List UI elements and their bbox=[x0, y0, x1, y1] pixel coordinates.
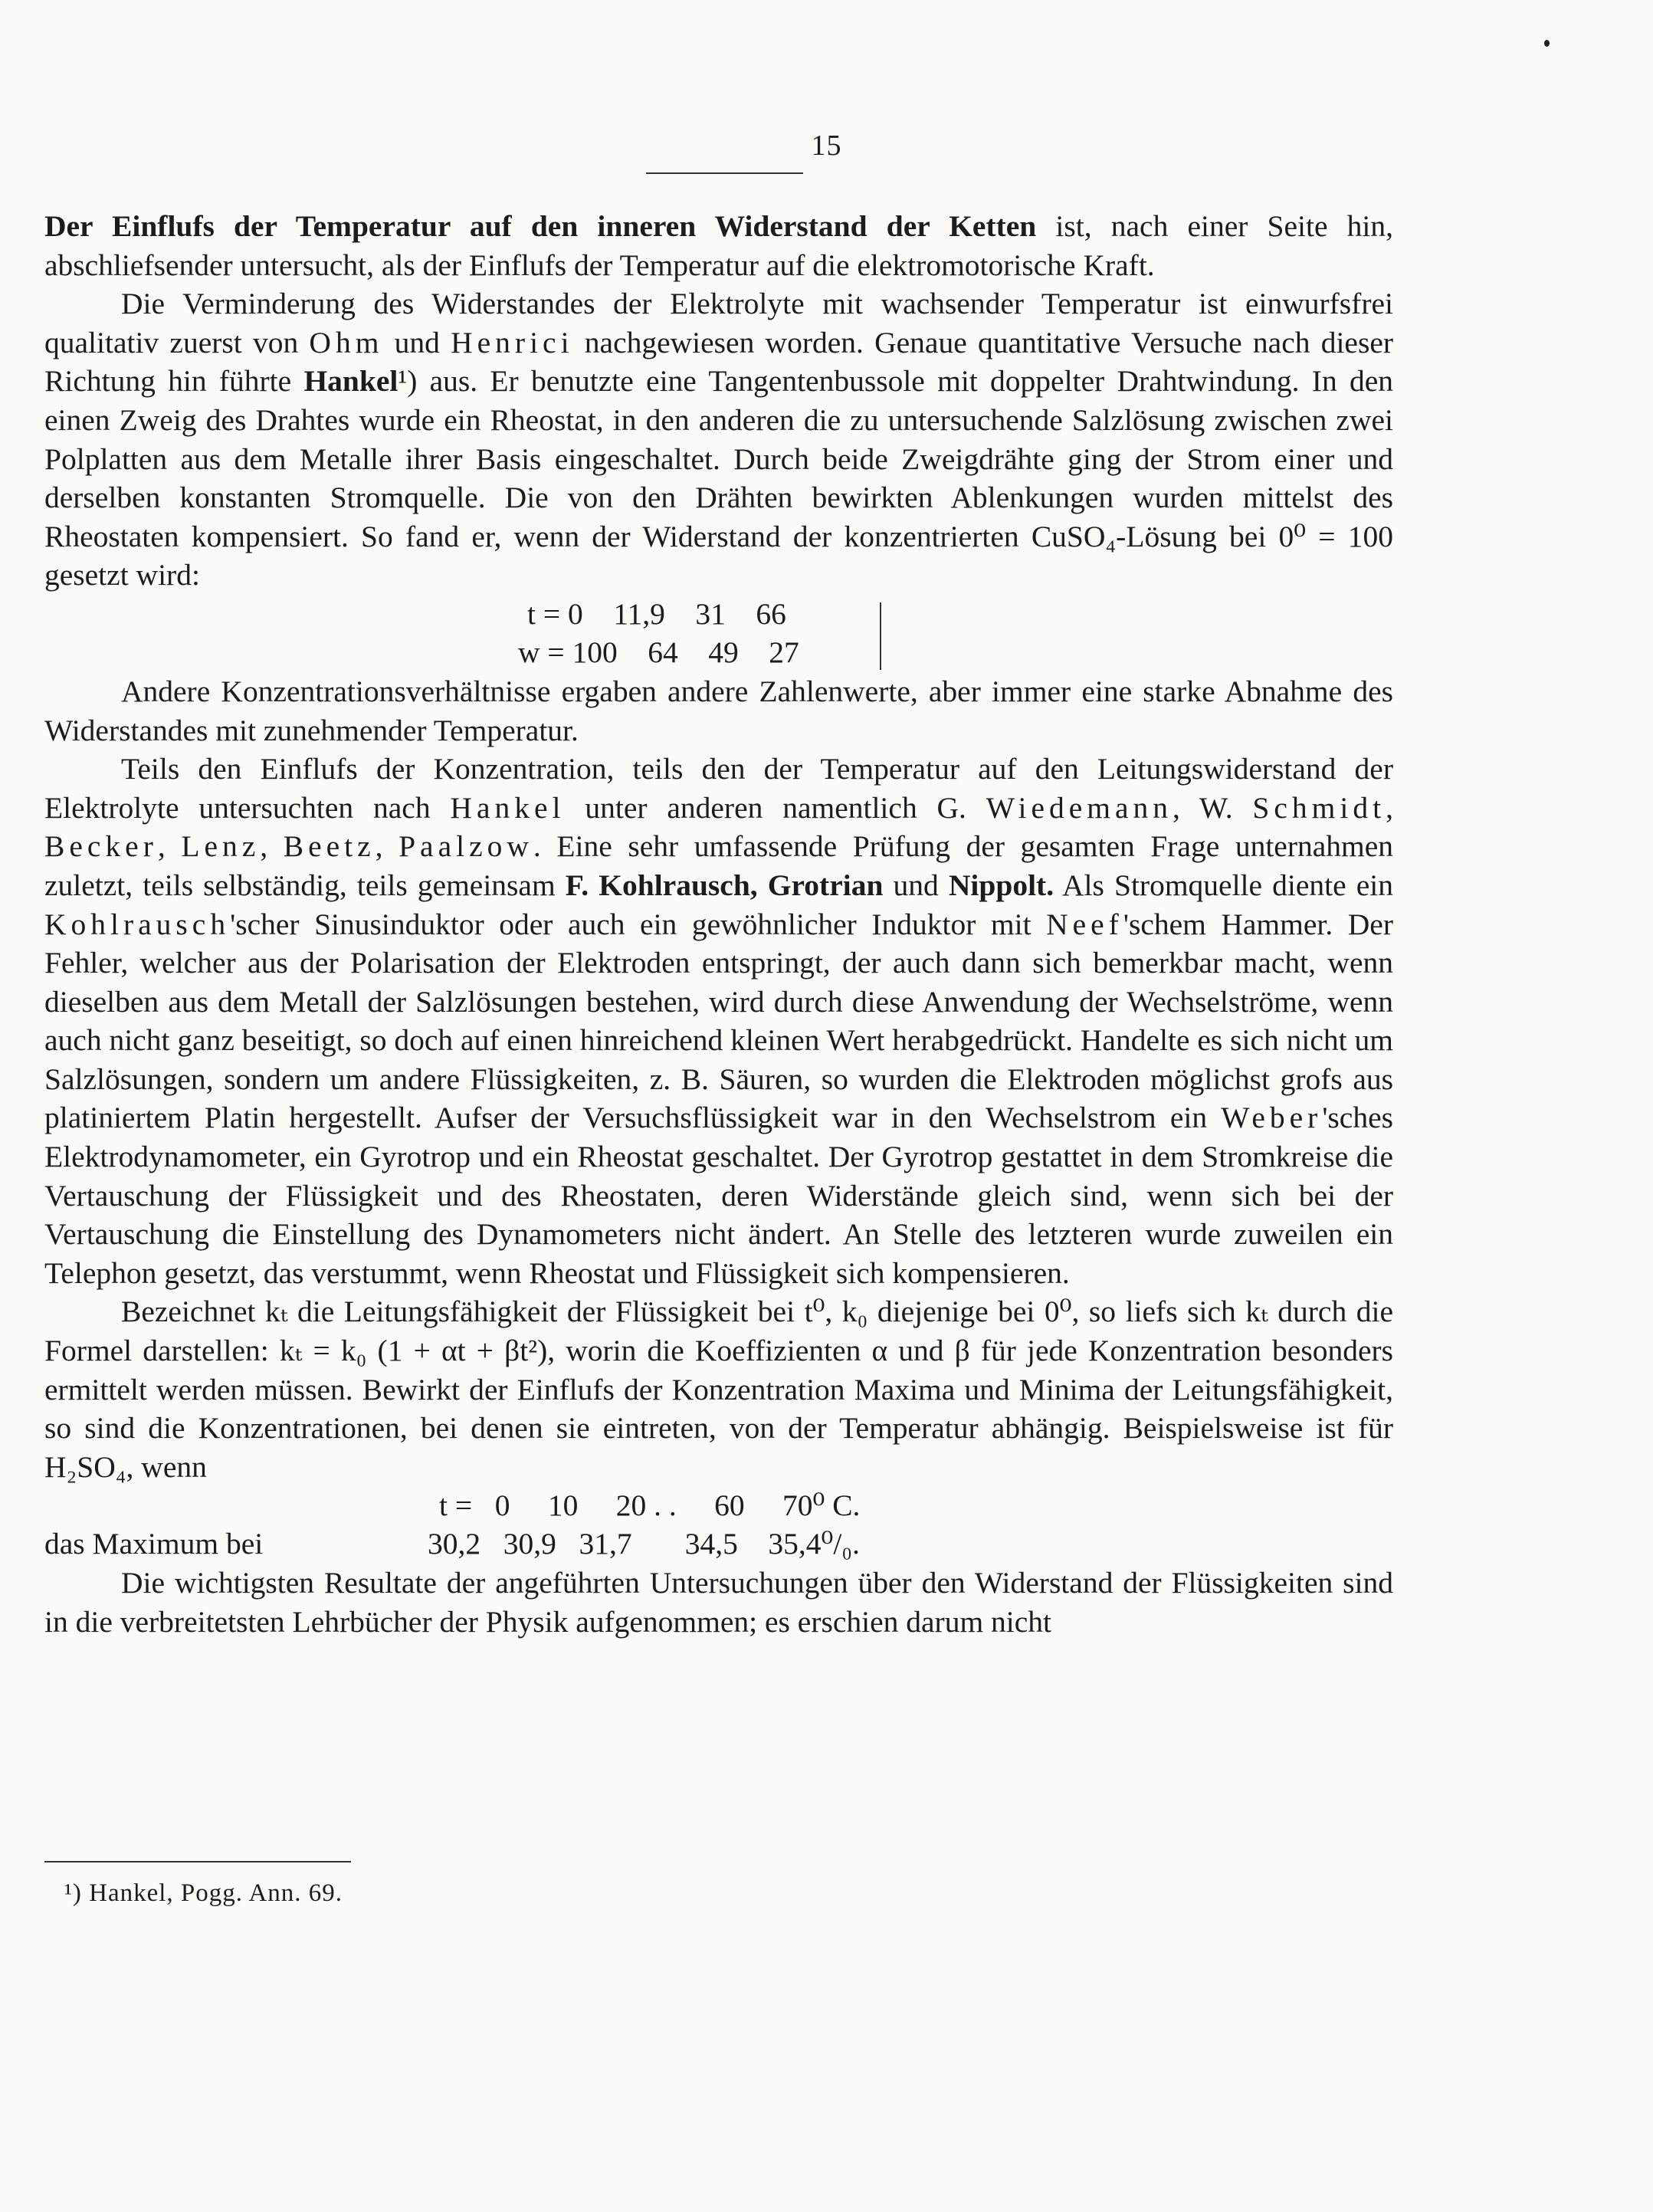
resistance-table bbox=[44, 595, 1393, 672]
page-number-rule bbox=[646, 172, 803, 174]
text-run: Die wichtigsten Resultate der angeführten Untersuchungen über den Widerstand der Flüssigkeiten sind in die verbreitetsten Lehrbücher der Physik aufgenommen; es erschien darum nicht bbox=[44, 1566, 1393, 1639]
ink-speck bbox=[1544, 40, 1550, 47]
table-row-temperature: t = 0 11,9 31 66 bbox=[527, 596, 786, 631]
text-run: Bezeichnet kₜ die Leitungsfähigkeit der Flüssigkeit bei t⁰, k₀ diejenige bei 0⁰, so liefs sich kₜ durch die Formel darstellen: kₜ = k₀ (1 + αt + βt²), worin die Koeffizienten α und β für jede Konzentration besonders ermittelt werden müssen. Bewirkt der Einflufs der Konzentration Maxima und Minima der Leitungsfähigkeit, so sind die Konzentrationen, bei denen sie eintreten, von der Temperatur abhängig. Beispielsweise ist für H₂SO₄, wenn bbox=[44, 1295, 1393, 1484]
maximum-table bbox=[44, 1486, 1393, 1564]
bold-name: Der Einflufs der Temperatur auf den inneren Widerstand der Ketten bbox=[44, 209, 1037, 243]
table-brace bbox=[880, 602, 881, 670]
spaced-name: Kohlrausch bbox=[44, 907, 231, 941]
spaced-name: Weber bbox=[1221, 1101, 1323, 1135]
spaced-name: Beetz bbox=[283, 829, 376, 864]
paragraph bbox=[44, 1292, 1393, 1486]
text-run: . Eine sehr umfassende Prüfung der gesamten Frage unternahmen zuletzt, teils selbständig, teils gemeinsam bbox=[44, 829, 1394, 902]
table-row-label: das Maximum bei bbox=[44, 1527, 264, 1561]
paragraph bbox=[44, 672, 1393, 750]
spaced-name: Schmidt bbox=[1252, 790, 1386, 825]
footnote-rule bbox=[44, 1861, 351, 1862]
spaced-name: Ohm bbox=[309, 325, 384, 359]
text-run: 'sches Elektrodynamometer, ein Gyrotrop und ein Rheostat geschaltet. Der Gyrotrop gestattet in dem Stromkreise die Vertauschung der Flüssigkeit und des Rheostaten, deren Widerstände gleich sind, wenn sich bei der Vertauschung die Einstellung des Dynamometers nicht ändert. An Stelle des letzteren wurde zuweilen ein Telephon gesetzt, das verstummt, wenn Rheostat und Flüssigkeit sich kompensieren. bbox=[44, 1101, 1393, 1290]
bold-name: Nippolt. bbox=[948, 868, 1054, 902]
paragraph bbox=[44, 750, 1393, 1292]
text-run: 'scher Sinusinduktor oder auch ein gewöhnlicher Induktor mit bbox=[230, 907, 1047, 941]
spaced-name: Hankel bbox=[450, 790, 566, 825]
body-text bbox=[44, 207, 1393, 1642]
spaced-name: Wiedemann bbox=[986, 790, 1173, 825]
table-row-maxima: 30,2 30,9 31,7 34,5 35,4⁰/₀. bbox=[428, 1527, 860, 1561]
text-run: , bbox=[157, 829, 182, 864]
spaced-name: Becker bbox=[44, 829, 158, 864]
paragraph-group-2 bbox=[44, 672, 1393, 1486]
page-number: 15 bbox=[811, 130, 842, 162]
text-run: ¹) aus. Er benutzte eine Tangentenbussole mit doppelter Drahtwindung. In den einen Zweig des Drahtes wurde ein Rheostat, in den anderen die zu untersuchende Salzlösung zwischen zwei Polplatten aus dem Metalle ihrer Basis eingeschaltet. Durch beide Zweigdrähte ging der Strom einer und derselben konstanten Stromquelle. Die von den Drähten bewirkten Ablenkungen wurden mittelst des Rheostaten kompensiert. So fand er, wenn der Widerstand der konzentrierten CuSO₄-Lösung bei 0⁰ = 100 gesetzt wird: bbox=[44, 364, 1394, 592]
spaced-name: Henrici bbox=[451, 325, 574, 359]
text-run: ist, nach einer Seite hin, abschliefsender untersucht, als der Einflufs der Temperatur auf die elektromotorische Kraft. bbox=[44, 209, 1393, 282]
paragraph bbox=[44, 284, 1393, 595]
paragraph bbox=[44, 1564, 1393, 1641]
text-run: Teils den Einflufs der Konzentration, teils den der Temperatur auf den Leitungswiderstand der Elektrolyte untersuchten nach bbox=[44, 752, 1393, 825]
spaced-name: Lenz bbox=[181, 829, 261, 864]
bold-name: Hankel bbox=[303, 364, 398, 399]
paragraph-group-3 bbox=[44, 1564, 1393, 1641]
table-row-temperatures: t = 0 10 20 . . 60 70⁰ C. bbox=[439, 1488, 861, 1523]
text-run: Andere Konzentrationsverhältnisse ergaben andere Zahlenwerte, aber immer eine starke Abnahme des Widerstandes mit zunehmender Temperatur. bbox=[44, 674, 1393, 747]
footnote: ¹) Hankel, Pogg. Ann. 69. bbox=[64, 1879, 343, 1907]
paragraph bbox=[44, 207, 1393, 284]
table-row-resistance: w = 100 64 49 27 bbox=[518, 635, 799, 669]
text-run: und bbox=[383, 325, 451, 359]
text-run: unter anderen namentlich G. bbox=[565, 790, 986, 825]
spaced-name: Paalzow bbox=[398, 829, 533, 864]
bold-name: F. Kohlrausch, Grotrian bbox=[565, 868, 884, 902]
text-run: , bbox=[1386, 790, 1393, 825]
paragraph-group-1 bbox=[44, 207, 1393, 595]
text-run: , bbox=[375, 829, 399, 864]
text-run: , bbox=[260, 829, 284, 864]
text-run: Die Verminderung des Widerstandes der Elektrolyte mit wachsender Temperatur ist einwurfsfrei qualitativ zuerst von bbox=[44, 287, 1393, 359]
spaced-name: Neef bbox=[1046, 907, 1123, 941]
text-run: 'schem Hammer. Der Fehler, welcher aus der Polarisation der Elektroden entspringt, der auch dann sich bemerkbar macht, wenn dieselben aus dem Metall der Salzlösungen bestehen, wird durch diese Anwendung der Wechselströme, wenn auch nicht ganz beseitigt, so doch auf einen hinreichend kleinen Wert herabgedrückt. Handelte es sich nicht um Salzlösungen, sondern um andere Flüssigkeiten, z. B. Säuren, so wurden die Elektroden möglichst grofs aus platiniertem Platin hergestellt. Aufser der Versuchsflüssigkeit war in den Wechselstrom ein bbox=[44, 907, 1393, 1135]
text-run: Als Stromquelle diente ein bbox=[1054, 868, 1394, 902]
text-run: und bbox=[883, 868, 949, 902]
text-run: , W. bbox=[1173, 790, 1253, 825]
text-run: nachgewiesen worden. Genaue quantitative Versuche nach dieser Richtung hin führte bbox=[44, 325, 1394, 399]
